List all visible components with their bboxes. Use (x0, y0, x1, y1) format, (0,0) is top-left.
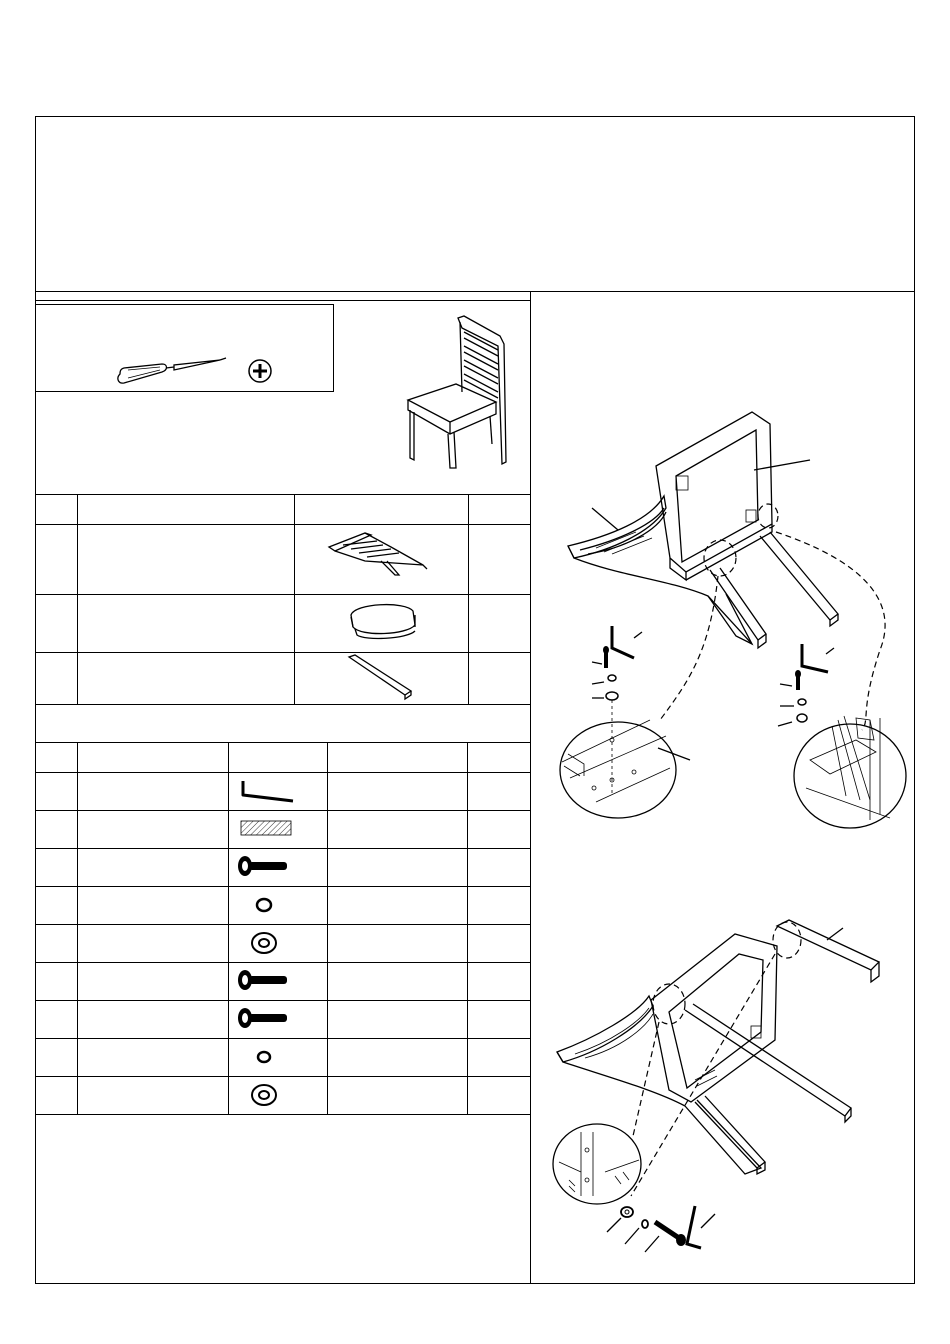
bolt-icon (229, 1001, 327, 1035)
seat-cushion-icon (295, 595, 468, 649)
hw-no (36, 925, 78, 963)
table-row (36, 811, 531, 849)
screwdriver-icon (110, 350, 230, 390)
step2-assembly-diagram (545, 910, 890, 1240)
hw-no (36, 773, 78, 811)
hw-size (328, 1077, 468, 1115)
bolt-icon (229, 849, 327, 883)
hw-header-no (36, 743, 78, 773)
parts-header-name (77, 495, 294, 525)
flat-washer-icon (229, 925, 327, 959)
wood-dowel-icon (229, 811, 327, 845)
hw-qty (468, 1077, 531, 1115)
step1-assembly-diagram (540, 400, 910, 830)
part-qty (469, 525, 531, 595)
hw-name (77, 925, 228, 963)
hw-header-size (328, 743, 468, 773)
hw-name (77, 887, 228, 925)
hw-name (77, 811, 228, 849)
part-qty (469, 653, 531, 705)
hw-name (77, 1077, 228, 1115)
part-name (77, 525, 294, 595)
parts-header-no (36, 495, 78, 525)
hw-name (77, 773, 228, 811)
hw-qty (468, 1001, 531, 1039)
hw-image-cell (229, 849, 328, 887)
chair-illustration (400, 312, 525, 472)
table-row (36, 773, 531, 811)
header-area (35, 116, 915, 292)
table-row (36, 525, 531, 595)
allen-key-icon (229, 773, 327, 807)
table-row (36, 595, 531, 653)
hw-qty (468, 773, 531, 811)
hw-no (36, 1077, 78, 1115)
part-name (77, 653, 294, 705)
table-row (36, 849, 531, 887)
part-image-cell (295, 653, 469, 705)
parts-table (35, 494, 531, 705)
hw-image-cell (229, 887, 328, 925)
table-row (36, 653, 531, 705)
hw-qty (468, 849, 531, 887)
table-row (36, 1077, 531, 1115)
part-no (36, 595, 78, 653)
hw-size (328, 887, 468, 925)
hw-image-cell (229, 1039, 328, 1077)
hw-no (36, 1039, 78, 1077)
hw-size (328, 963, 468, 1001)
hw-header-image (229, 743, 328, 773)
hardware-table (35, 742, 531, 1115)
hw-size (328, 1039, 468, 1077)
hw-name (77, 963, 228, 1001)
part-no (36, 653, 78, 705)
hw-image-cell (229, 1077, 328, 1115)
hw-no (36, 887, 78, 925)
hw-image-cell (229, 925, 328, 963)
hw-qty (468, 1039, 531, 1077)
hw-no (36, 1001, 78, 1039)
table-row (36, 963, 531, 1001)
hw-size (328, 925, 468, 963)
phillips-plus-icon (247, 358, 273, 384)
hw-name (77, 1039, 228, 1077)
part-name (77, 595, 294, 653)
spring-washer-icon (229, 887, 327, 921)
hw-image-cell (229, 811, 328, 849)
parts-header-qty (469, 495, 531, 525)
table-row (36, 887, 531, 925)
bolt-icon (229, 963, 327, 997)
hw-size (328, 773, 468, 811)
hw-qty (468, 963, 531, 1001)
hw-image-cell (229, 963, 328, 1001)
leg-icon (295, 653, 468, 701)
part-image-cell (295, 595, 469, 653)
table-row (36, 1039, 531, 1077)
hw-no (36, 849, 78, 887)
part-image-cell (295, 525, 469, 595)
hw-image-cell (229, 773, 328, 811)
hw-qty (468, 887, 531, 925)
hw-image-cell (229, 1001, 328, 1039)
flat-washer-icon (229, 1077, 327, 1111)
hw-header-name (77, 743, 228, 773)
hw-qty (468, 925, 531, 963)
hw-qty (468, 811, 531, 849)
hw-no (36, 811, 78, 849)
spring-washer-icon (229, 1039, 327, 1073)
chair-back-frame-icon (295, 525, 468, 591)
table-row (36, 1001, 531, 1039)
hw-name (77, 1001, 228, 1039)
divider-line (35, 300, 530, 301)
table-row (36, 925, 531, 963)
hw-size (328, 849, 468, 887)
parts-header-image (295, 495, 469, 525)
part-qty (469, 595, 531, 653)
part-no (36, 525, 78, 595)
hw-size (328, 811, 468, 849)
hw-name (77, 849, 228, 887)
hw-no (36, 963, 78, 1001)
hw-header-qty (468, 743, 531, 773)
hw-size (328, 1001, 468, 1039)
